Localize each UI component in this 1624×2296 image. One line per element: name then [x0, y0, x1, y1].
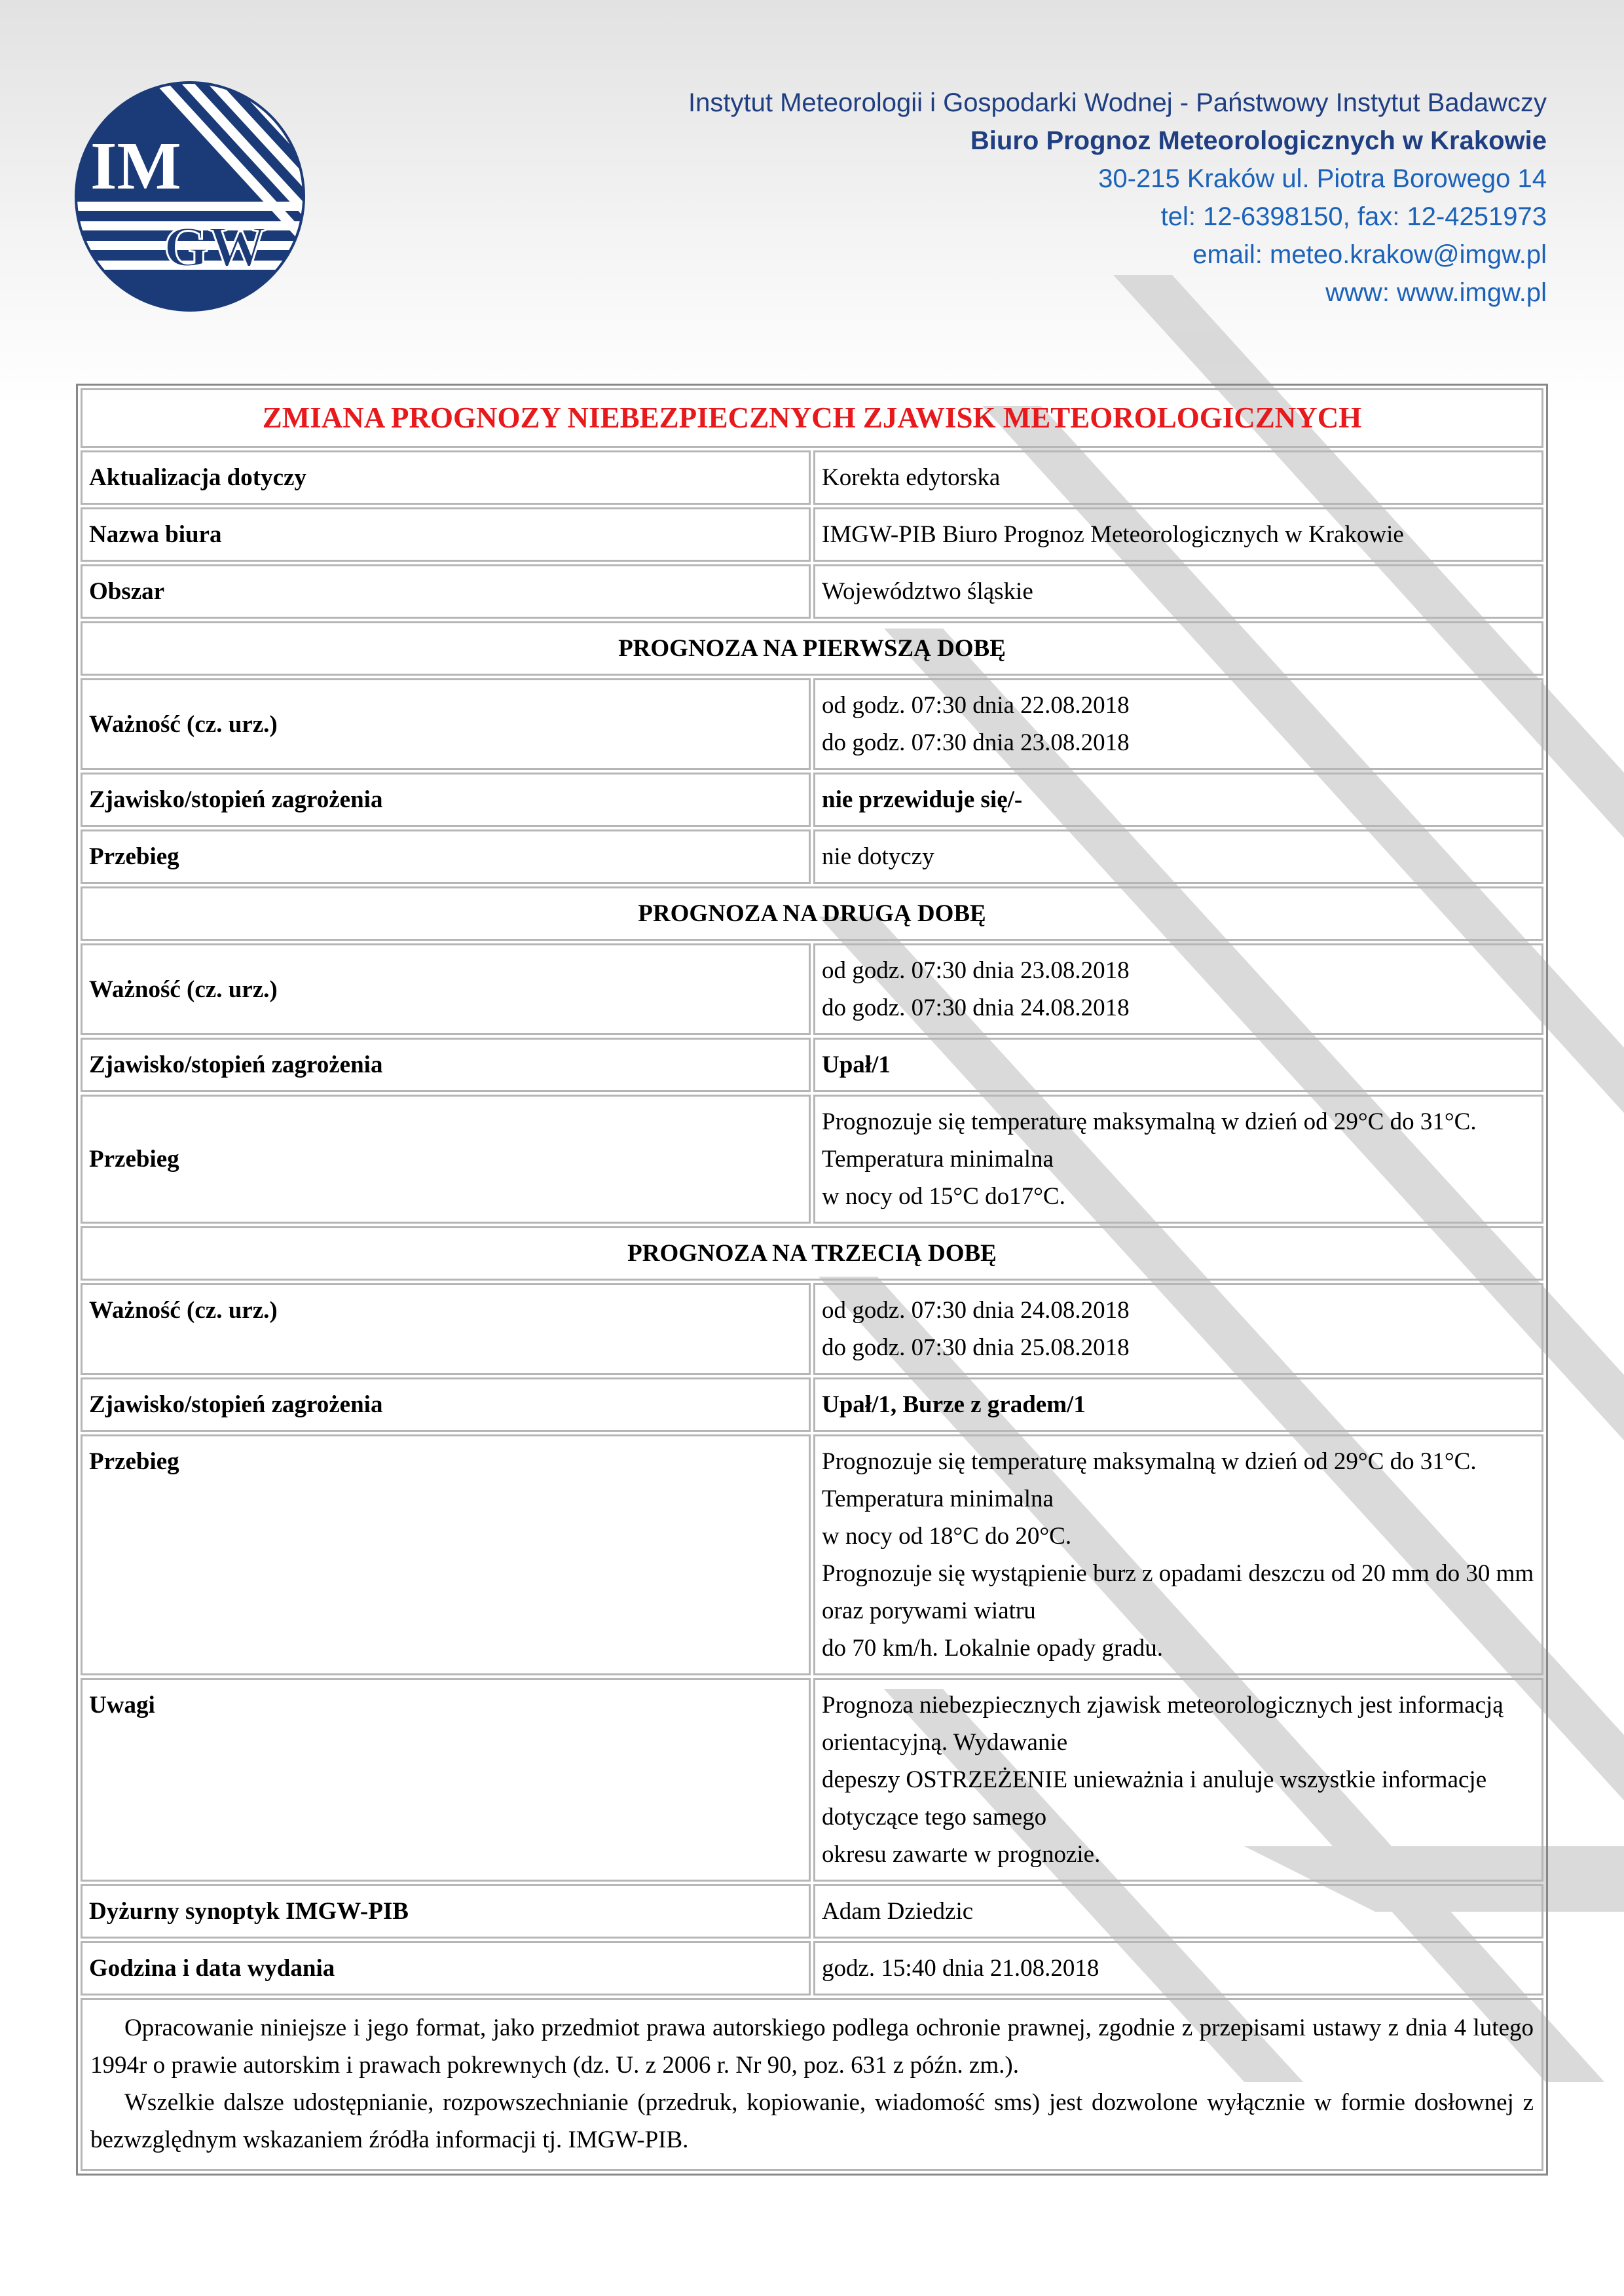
- day3-validity-label: Ważność (cz. urz.): [81, 1283, 811, 1375]
- day3-course-line: Prognozuje się wystąpienie burz z opadami deszczu od 20 mm do 30 mm oraz porywami wiatru: [822, 1560, 1534, 1624]
- issued-label: Godzina i data wydania: [81, 1941, 811, 1995]
- day2-heading: PROGNOZA NA DRUGĄ DOBĘ: [81, 886, 1543, 941]
- day2-course-label: Przebieg: [81, 1095, 811, 1224]
- day2-validity-label: Ważność (cz. urz.): [81, 943, 811, 1035]
- day2-course-line: Prognozuje się temperaturę maksymalną w dzień od 29°C do 31°C. Temperatura minimalna: [822, 1108, 1477, 1173]
- office-value: IMGW-PIB Biuro Prognoz Meteorologicznych w Krakowie: [813, 507, 1543, 562]
- remarks-line: Prognoza niebezpiecznych zjawisk meteorologicznych jest informacją orientacyjną. Wydawanie: [822, 1692, 1504, 1756]
- copyright-notice: [81, 1998, 1543, 2171]
- update-label: Aktualizacja dotyczy: [81, 450, 811, 505]
- logo-text-bottom: GW: [164, 215, 267, 279]
- office-email: email: meteo.krakow@imgw.pl: [1192, 240, 1547, 269]
- day1-validity-value: [813, 678, 1543, 770]
- office-address: 30-215 Kraków ul. Piotra Borowego 14: [1098, 164, 1547, 193]
- day1-validity-label: Ważność (cz. urz.): [81, 678, 811, 770]
- day2-course-value: [813, 1095, 1543, 1224]
- forecaster-value: Adam Dziedzic: [813, 1884, 1543, 1939]
- office-name: Biuro Prognoz Meteorologicznych w Krakowie: [970, 126, 1547, 155]
- day3-course-line: w nocy od 18°C do 20°C.: [822, 1523, 1072, 1550]
- day2-phenomenon-value: Upał/1: [813, 1038, 1543, 1092]
- day3-phenomenon-value: Upał/1, Burze z gradem/1: [813, 1377, 1543, 1432]
- day3-heading: PROGNOZA NA TRZECIĄ DOBĘ: [81, 1226, 1543, 1281]
- area-value: Województwo śląskie: [813, 564, 1543, 619]
- office-website: www: www.imgw.pl: [1325, 278, 1547, 307]
- logo-text-top: IM: [90, 128, 181, 204]
- imgw-logo: [72, 79, 308, 314]
- day3-course-value: [813, 1434, 1543, 1675]
- institute-name: Instytut Meteorologii i Gospodarki Wodnej - Państwowy Instytut Badawczy: [688, 88, 1547, 117]
- distribution-paragraph: Wszelkie dalsze udostępnianie, rozpowszechnianie (przedruk, kopiowanie, wiadomość sms) jest dozwolone wyłącznie w formie dosłownej z bezwzględnym wskazaniem źródła informacji tj. IMGW-PIB.: [90, 2089, 1534, 2153]
- remarks-line: depeszy OSTRZEŻENIE unieważnia i anuluje wszystkie informacje dotyczące tego samego: [822, 1766, 1487, 1831]
- day3-course-label: Przebieg: [81, 1434, 811, 1675]
- update-value: Korekta edytorska: [813, 450, 1543, 505]
- day2-course-line: w nocy od 15°C do17°C.: [822, 1183, 1065, 1210]
- office-label: Nazwa biura: [81, 507, 811, 562]
- day2-phenomenon-label: Zjawisko/stopień zagrożenia: [81, 1038, 811, 1092]
- day3-validity-from: od godz. 07:30 dnia 24.08.2018: [822, 1297, 1130, 1324]
- document-title: ZMIANA PROGNOZY NIEBEZPIECZNYCH ZJAWISK METEOROLOGICZNYCH: [81, 388, 1543, 448]
- day1-phenomenon-label: Zjawisko/stopień zagrożenia: [81, 773, 811, 827]
- remarks-line: okresu zawarte w prognozie.: [822, 1841, 1101, 1868]
- day1-validity-to: do godz. 07:30 dnia 23.08.2018: [822, 729, 1130, 756]
- day1-course-label: Przebieg: [81, 829, 811, 884]
- institute-header: [688, 84, 1547, 312]
- day1-heading: PROGNOZA NA PIERWSZĄ DOBĘ: [81, 621, 1543, 676]
- day1-course-value: [813, 829, 1543, 884]
- day3-phenomenon-label: Zjawisko/stopień zagrożenia: [81, 1377, 811, 1432]
- day3-course-line: do 70 km/h. Lokalnie opady gradu.: [822, 1635, 1163, 1662]
- area-label: Obszar: [81, 564, 811, 619]
- day3-validity-value: [813, 1283, 1543, 1375]
- remarks-label: Uwagi: [81, 1678, 811, 1882]
- forecaster-label: Dyżurny synoptyk IMGW-PIB: [81, 1884, 811, 1939]
- day3-course-line: Prognozuje się temperaturę maksymalną w dzień od 29°C do 31°C. Temperatura minimalna: [822, 1448, 1477, 1512]
- day3-validity-to: do godz. 07:30 dnia 25.08.2018: [822, 1334, 1130, 1361]
- copyright-paragraph: Opracowanie niniejsze i jego format, jako przedmiot prawa autorskiego podlega ochronie prawnej, zgodnie z przepisami ustawy z dnia 4 lutego 1994r o prawie autorskim i prawach pokrewnych (dz. U. z 2006 r. Nr 90, poz. 631 z późn. zm.).: [90, 2014, 1534, 2079]
- day2-validity-from: od godz. 07:30 dnia 23.08.2018: [822, 957, 1130, 984]
- issued-value: godz. 15:40 dnia 21.08.2018: [813, 1941, 1543, 1995]
- day1-course-line: nie dotyczy: [822, 843, 934, 870]
- day1-validity-from: od godz. 07:30 dnia 22.08.2018: [822, 692, 1130, 719]
- forecast-table: [76, 384, 1548, 2176]
- day2-validity-to: do godz. 07:30 dnia 24.08.2018: [822, 994, 1130, 1021]
- day1-phenomenon-value: nie przewiduje się/-: [813, 773, 1543, 827]
- remarks-value: [813, 1678, 1543, 1882]
- day2-validity-value: [813, 943, 1543, 1035]
- office-phone: tel: 12-6398150, fax: 12-4251973: [1160, 202, 1547, 231]
